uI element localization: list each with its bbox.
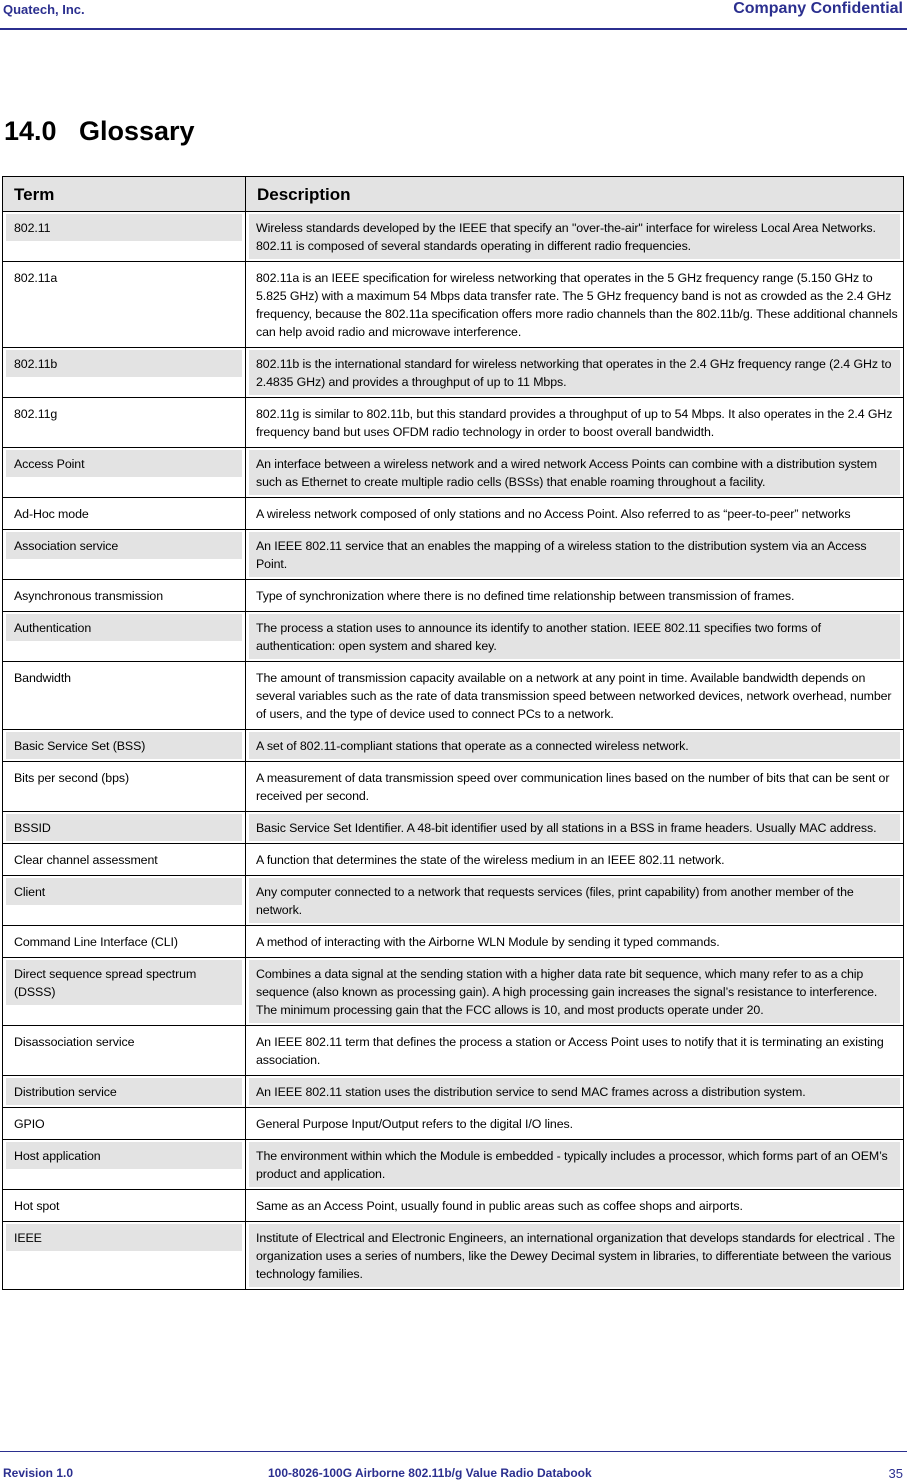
term-cell: 802.11a (3, 262, 246, 348)
table-row (3, 1140, 904, 1190)
description-cell: Type of synchronization where there is no defined time relationship between transmission of frames. (246, 580, 904, 612)
table-row (3, 612, 904, 662)
description-cell: A wireless network composed of only stations and no Access Point. Also referred to as “peer-to-peer” networks (246, 498, 904, 530)
description-cell: An IEEE 802.11 station uses the distribution service to send MAC frames across a distribution system. (246, 1076, 904, 1108)
table-row (3, 876, 904, 926)
table-row (3, 730, 904, 762)
table-row (3, 262, 904, 348)
term-cell: BSSID (3, 812, 246, 844)
table-row (3, 958, 904, 1026)
table-row (3, 1190, 904, 1222)
table-row (3, 580, 904, 612)
table-row (3, 498, 904, 530)
term-cell: GPIO (3, 1108, 246, 1140)
description-cell: An interface between a wireless network and a wired network Access Points can combine with a distribution system such as Ethernet to create multiple radio cells (BSSs) that enable roaming throughout a facility. (246, 448, 904, 498)
description-cell: A method of interacting with the Airborne WLN Module by sending it typed commands. (246, 926, 904, 958)
description-cell: General Purpose Input/Output refers to the digital I/O lines. (246, 1108, 904, 1140)
table-row (3, 1076, 904, 1108)
table-row (3, 398, 904, 448)
table-row (3, 812, 904, 844)
table-row (3, 448, 904, 498)
section-title-text: Glossary (79, 116, 195, 146)
section-title (4, 116, 195, 147)
term-cell: IEEE (3, 1222, 246, 1290)
description-cell: 802.11a is an IEEE specification for wireless networking that operates in the 5 GHz frequency range (5.150 GHz to 5.825 GHz) with a maximum 54 Mbps data transfer rate. The 5 GHz frequency band is not as crowded as the 2.4 GHz frequency, because the 802.11a specification offers more radio channels than the 802.11b/g. These additional channels can help avoid radio and microwave interference. (246, 262, 904, 348)
term-cell: Ad-Hoc mode (3, 498, 246, 530)
table-row (3, 1108, 904, 1140)
description-cell: Same as an Access Point, usually found in public areas such as coffee shops and airports. (246, 1190, 904, 1222)
table-row (3, 762, 904, 812)
description-cell: The amount of transmission capacity available on a network at any point in time. Available bandwidth depends on several variables such as the rate of data transmission speed between networked devices, network overhead, number of users, and the type of device used to connect PCs to a network. (246, 662, 904, 730)
column-header-term: Term (3, 177, 246, 212)
description-cell: 802.11g is similar to 802.11b, but this standard provides a throughput of up to 54 Mbps. It also operates in the 2.4 GHz frequency band but uses OFDM radio technology in order to boost overall bandwidth. (246, 398, 904, 448)
company-name: Quatech, Inc. (3, 2, 85, 17)
term-cell: Basic Service Set (BSS) (3, 730, 246, 762)
term-cell: 802.11b (3, 348, 246, 398)
table-row (3, 926, 904, 958)
term-cell: Distribution service (3, 1076, 246, 1108)
description-cell: Combines a data signal at the sending station with a higher data rate bit sequence, which many refer to as a chip sequence (also known as processing gain). A high processing gain increases the signal’s resistance to interference. The minimum processing gain that the FCC allows is 10, and most products operate under 20. (246, 958, 904, 1026)
table-row (3, 212, 904, 262)
term-cell: Disassociation service (3, 1026, 246, 1076)
description-cell: The process a station uses to announce its identify to another station. IEEE 802.11 specifies two forms of authentication: open system and shared key. (246, 612, 904, 662)
table-row (3, 530, 904, 580)
term-cell: Authentication (3, 612, 246, 662)
document-title: 100-8026-100G Airborne 802.11b/g Value Radio Databook (268, 1466, 592, 1480)
description-cell: Basic Service Set Identifier. A 48-bit identifier used by all stations in a BSS in frame headers. Usually MAC address. (246, 812, 904, 844)
term-cell: Hot spot (3, 1190, 246, 1222)
page-footer (0, 1451, 907, 1483)
page-number: 35 (888, 1466, 903, 1481)
description-cell: Any computer connected to a network that requests services (files, print capability) from another member of the network. (246, 876, 904, 926)
term-cell: Asynchronous transmission (3, 580, 246, 612)
term-cell: Bits per second (bps) (3, 762, 246, 812)
description-cell: A set of 802.11-compliant stations that operate as a connected wireless network. (246, 730, 904, 762)
page-header (0, 0, 907, 30)
term-cell: Access Point (3, 448, 246, 498)
confidential-label: Company Confidential (733, 0, 903, 17)
table-row (3, 1222, 904, 1290)
table-row (3, 662, 904, 730)
table-row (3, 1026, 904, 1076)
term-cell: Command Line Interface (CLI) (3, 926, 246, 958)
description-cell: An IEEE 802.11 term that defines the process a station or Access Point uses to notify that it is terminating an existing association. (246, 1026, 904, 1076)
glossary-body (3, 212, 904, 1290)
description-cell: Institute of Electrical and Electronic Engineers, an international organization that develops standards for electrical . The organization uses a series of numbers, like the Dewey Decimal system in libraries, to differentiate between the various technology families. (246, 1222, 904, 1290)
term-cell: 802.11 (3, 212, 246, 262)
table-row (3, 348, 904, 398)
term-cell: Bandwidth (3, 662, 246, 730)
term-cell: Clear channel assessment (3, 844, 246, 876)
term-cell: 802.11g (3, 398, 246, 448)
term-cell: Direct sequence spread spectrum (DSSS) (3, 958, 246, 1026)
glossary-table (2, 176, 904, 1290)
description-cell: A function that determines the state of the wireless medium in an IEEE 802.11 network. (246, 844, 904, 876)
description-cell: 802.11b is the international standard for wireless networking that operates in the 2.4 GHz frequency range (2.4 GHz to 2.4835 GHz) and provides a throughput of up to 11 Mbps. (246, 348, 904, 398)
table-header-row (3, 177, 904, 212)
term-cell: Client (3, 876, 246, 926)
column-header-description: Description (246, 177, 904, 212)
term-cell: Association service (3, 530, 246, 580)
section-number: 14.0 (4, 116, 57, 146)
table-row (3, 844, 904, 876)
description-cell: Wireless standards developed by the IEEE that specify an "over-the-air" interface for wireless Local Area Networks. 802.11 is composed of several standards operating in different radio frequencies. (246, 212, 904, 262)
term-cell: Host application (3, 1140, 246, 1190)
description-cell: The environment within which the Module is embedded - typically includes a processor, which forms part of an OEM’s product and application. (246, 1140, 904, 1190)
description-cell: A measurement of data transmission speed over communication lines based on the number of bits that can be sent or received per second. (246, 762, 904, 812)
description-cell: An IEEE 802.11 service that an enables the mapping of a wireless station to the distribution system via an Access Point. (246, 530, 904, 580)
revision-label: Revision 1.0 (3, 1466, 74, 1480)
